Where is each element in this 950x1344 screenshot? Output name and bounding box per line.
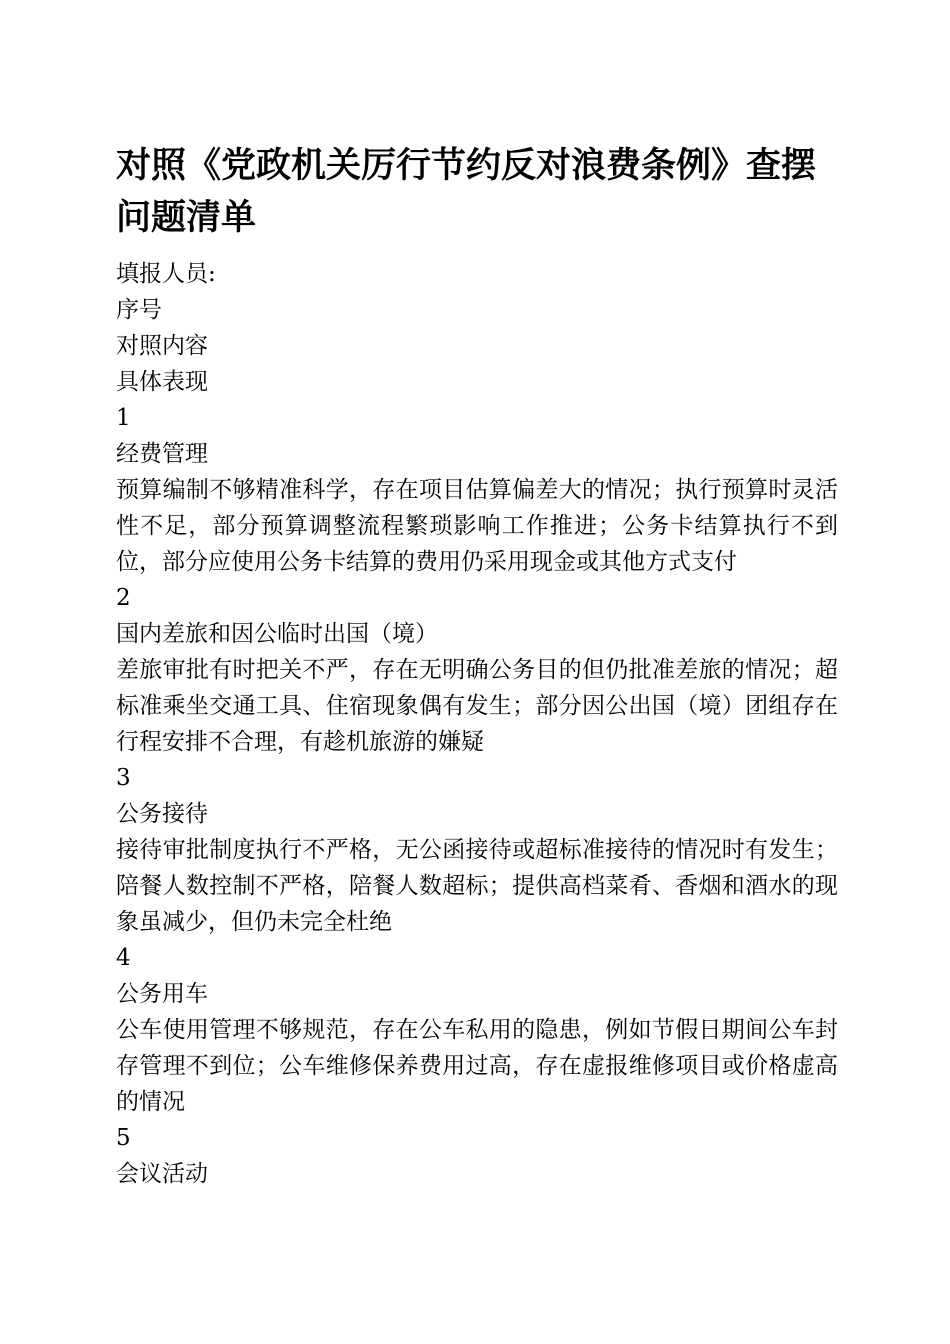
item-content: 国内差旅和因公临时出国（境）	[116, 621, 438, 647]
header-content: 对照内容	[116, 333, 208, 359]
header-index: 序号	[116, 297, 162, 323]
item-detail: 预算编制不够精准科学，存在项目估算偏差大的情况；执行预算时灵活性不足，部分预算调整流程繁琐影响工作推进；公务卡结算执行不到位，部分应使用公务卡结算的费用仍采用现金或其他方式支付	[116, 477, 838, 575]
item-content: 会议活动	[116, 1161, 208, 1187]
list-item	[116, 760, 838, 940]
item-index: 2	[116, 585, 131, 611]
document-page	[116, 140, 838, 1192]
item-content: 公务用车	[116, 981, 208, 1007]
item-content: 经费管理	[116, 441, 208, 467]
reporter-label: 填报人员:	[116, 261, 216, 287]
list-item	[116, 400, 838, 580]
item-index: 5	[116, 1125, 131, 1151]
item-detail: 差旅审批有时把关不严，存在无明确公务目的但仍批准差旅的情况；超标准乘坐交通工具、住宿现象偶有发生；部分因公出国（境）团组存在行程安排不合理，有趁机旅游的嫌疑	[116, 657, 838, 755]
item-index: 1	[116, 405, 131, 431]
list-item	[116, 1120, 838, 1192]
item-index: 4	[116, 945, 131, 971]
item-index: 3	[116, 765, 131, 791]
list-item	[116, 580, 838, 760]
item-detail: 公车使用管理不够规范，存在公车私用的隐患，例如节假日期间公车封存管理不到位；公车维修保养费用过高，存在虚报维修项目或价格虚高的情况	[116, 1017, 838, 1115]
document-title: 对照《党政机关厉行节约反对浪费条例》查摆问题清单	[116, 146, 817, 238]
list-item	[116, 940, 838, 1120]
header-detail: 具体表现	[116, 369, 208, 395]
item-content: 公务接待	[116, 801, 208, 827]
item-detail: 接待审批制度执行不严格，无公函接待或超标准接待的情况时有发生；陪餐人数控制不严格，陪餐人数超标；提供高档菜肴、香烟和酒水的现象虽减少，但仍未完全杜绝	[116, 837, 838, 935]
